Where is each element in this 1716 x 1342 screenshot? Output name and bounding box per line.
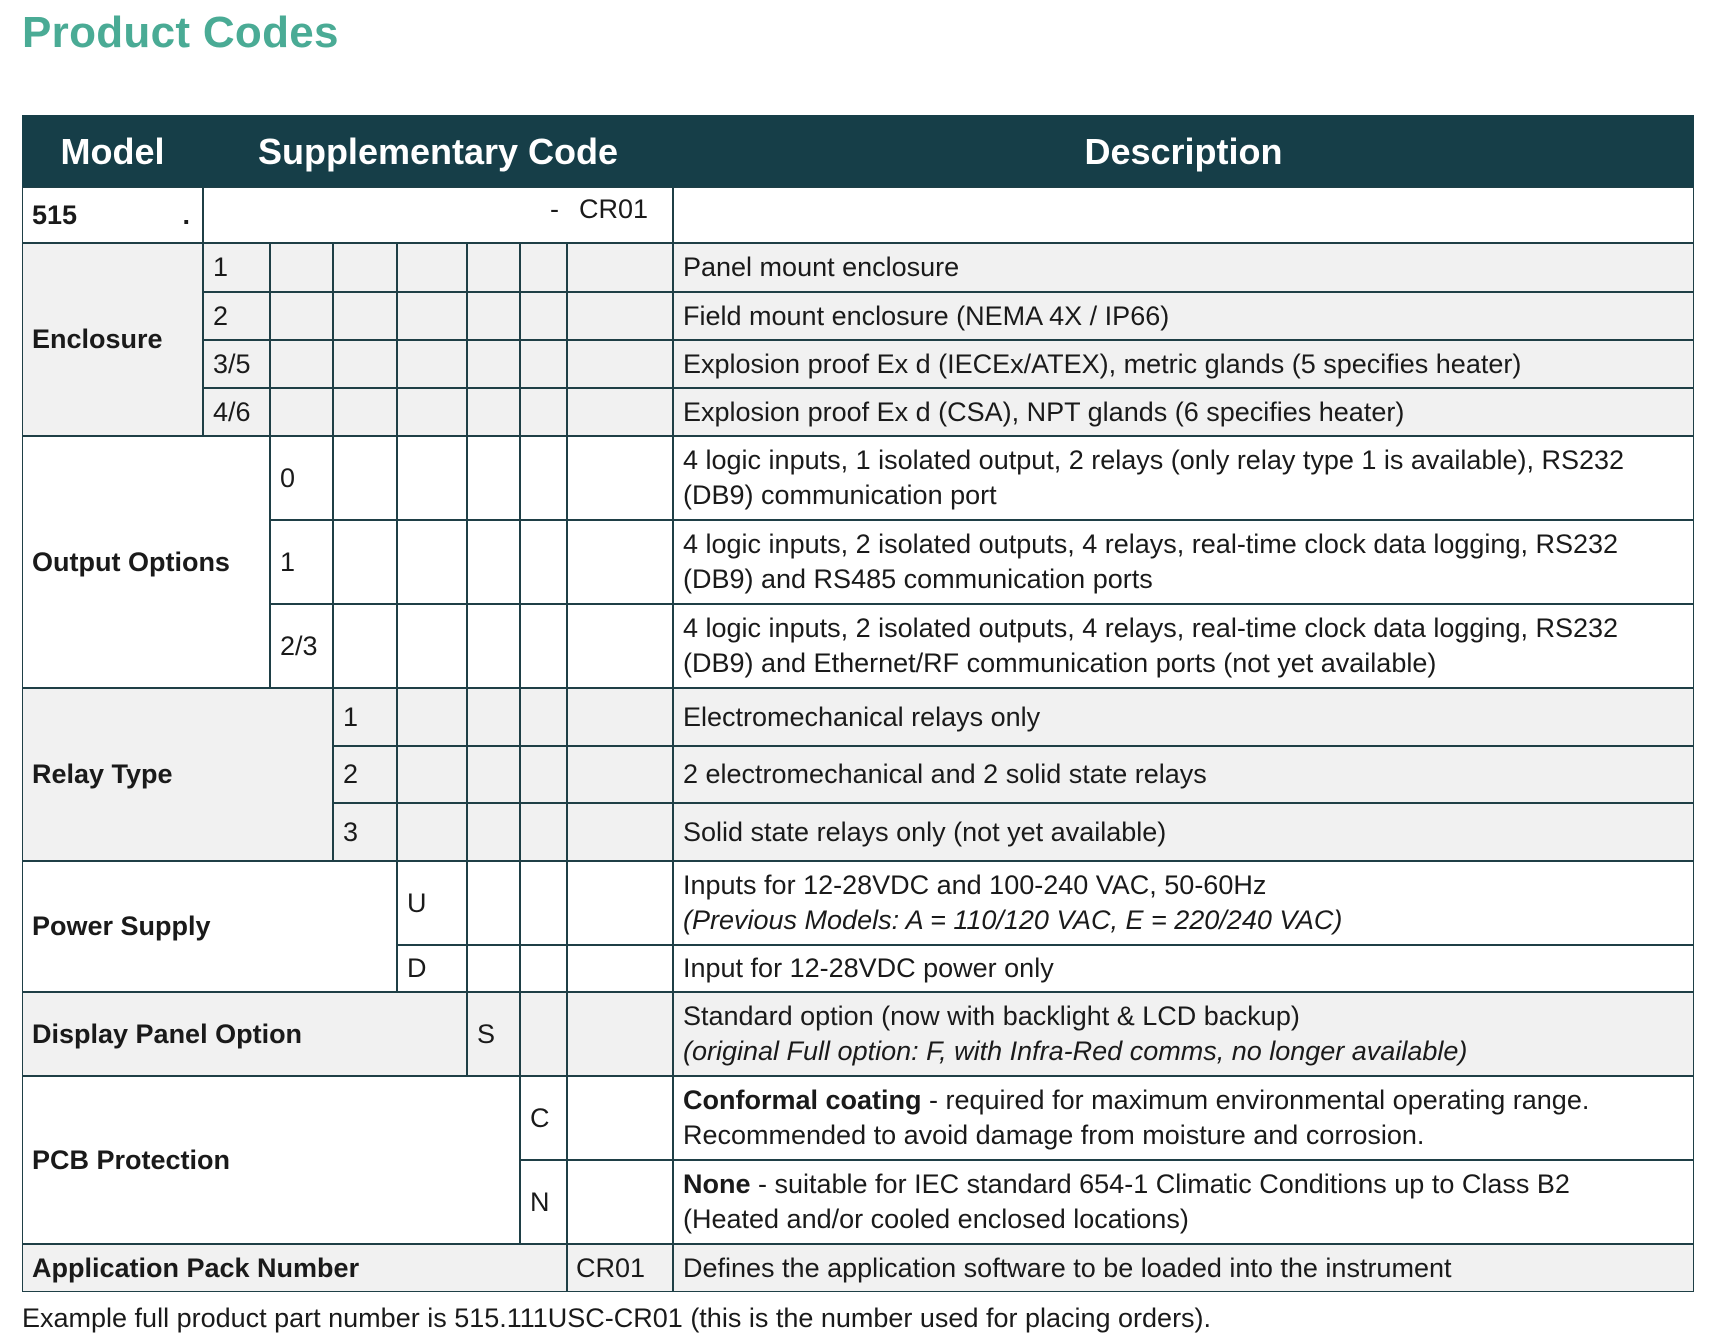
option-code-text: 3 bbox=[343, 816, 359, 847]
option-code bbox=[333, 746, 397, 803]
model-description-cell bbox=[673, 187, 1694, 243]
group-label-output-options bbox=[22, 436, 270, 688]
header-supplementary-code-text: Supplementary Code bbox=[257, 130, 619, 172]
group-label-output-options-text: Output Options bbox=[32, 546, 230, 577]
description-line: 4 logic inputs, 1 isolated output, 2 relays (only relay type 1 is available), RS232 bbox=[683, 445, 1625, 475]
option-code bbox=[203, 292, 270, 340]
empty-code-slot bbox=[333, 292, 397, 340]
description-line: (DB9) communication port bbox=[683, 480, 997, 510]
empty-code-slot bbox=[467, 292, 520, 340]
header-description-text: Description bbox=[1084, 130, 1283, 172]
empty-code-slot bbox=[520, 604, 567, 688]
header-model bbox=[22, 115, 203, 187]
description-lead: Conformal coating bbox=[683, 1085, 922, 1115]
group-label-application-pack-number bbox=[22, 1244, 567, 1292]
group-label-pcb-protection bbox=[22, 1076, 520, 1244]
empty-code-slot bbox=[567, 520, 673, 604]
empty-code-slot bbox=[397, 243, 467, 292]
option-code bbox=[467, 992, 520, 1076]
option-code bbox=[397, 861, 467, 945]
option-code bbox=[270, 604, 333, 688]
empty-code-slot bbox=[467, 436, 520, 520]
option-code-text: CR01 bbox=[576, 1252, 646, 1283]
description-lead: None bbox=[683, 1169, 751, 1199]
empty-code-slot bbox=[397, 746, 467, 803]
model-number: 515 bbox=[32, 199, 78, 230]
group-label-display-panel-option bbox=[22, 992, 467, 1076]
empty-code-slot bbox=[333, 340, 397, 388]
model-dash: - bbox=[549, 194, 559, 224]
description-line: Field mount enclosure (NEMA 4X / IP66) bbox=[683, 300, 1170, 331]
option-code-text: 3/5 bbox=[213, 348, 251, 379]
option-description bbox=[673, 746, 1694, 803]
empty-code-slot bbox=[397, 604, 467, 688]
empty-code-slot bbox=[397, 340, 467, 388]
empty-code-slot bbox=[333, 436, 397, 520]
empty-code-slot bbox=[467, 604, 520, 688]
description-line: Conformal coating - required for maximum environmental operating range. bbox=[683, 1085, 1590, 1115]
description-line: Electromechanical relays only bbox=[683, 701, 1041, 732]
option-code-text: 1 bbox=[280, 546, 296, 577]
option-description bbox=[673, 340, 1694, 388]
empty-code-slot bbox=[270, 340, 333, 388]
option-code-text: D bbox=[407, 953, 427, 983]
empty-code-slot bbox=[467, 945, 520, 992]
option-description bbox=[673, 803, 1694, 861]
description-line: 4 logic inputs, 2 isolated outputs, 4 relays, real-time clock data logging, RS232 bbox=[683, 613, 1619, 643]
empty-code-slot bbox=[567, 388, 673, 436]
empty-code-slot bbox=[333, 520, 397, 604]
group-label-power-supply bbox=[22, 861, 397, 992]
option-description bbox=[673, 1076, 1694, 1160]
empty-code-slot bbox=[567, 1160, 673, 1244]
description-line: Inputs for 12-28VDC and 100-240 VAC, 50-60Hz bbox=[683, 870, 1267, 900]
option-code bbox=[203, 340, 270, 388]
description-line: Input for 12-28VDC power only bbox=[683, 953, 1054, 983]
option-description bbox=[673, 292, 1694, 340]
empty-code-slot bbox=[567, 992, 673, 1076]
empty-code-slot bbox=[520, 861, 567, 945]
description-note: (original Full option: F, with Infra-Red comms, no longer available) bbox=[683, 1036, 1468, 1066]
option-code bbox=[203, 243, 270, 292]
empty-code-slot bbox=[520, 243, 567, 292]
group-label-power-supply-text: Power Supply bbox=[32, 911, 211, 941]
group-label-pcb-protection-text: PCB Protection bbox=[32, 1144, 231, 1175]
group-label-relay-type-text: Relay Type bbox=[32, 759, 173, 789]
option-code bbox=[520, 1076, 567, 1160]
description-line: 2 electromechanical and 2 solid state relays bbox=[683, 759, 1207, 789]
empty-code-slot bbox=[520, 688, 567, 746]
option-code bbox=[270, 520, 333, 604]
option-description bbox=[673, 1244, 1694, 1292]
model-suffix-cell bbox=[203, 187, 673, 243]
empty-code-slot bbox=[520, 746, 567, 803]
empty-code-slot bbox=[567, 243, 673, 292]
option-description bbox=[673, 861, 1694, 945]
option-code bbox=[270, 436, 333, 520]
description-line: Solid state relays only (not yet available) bbox=[683, 816, 1167, 847]
empty-code-slot bbox=[520, 292, 567, 340]
page-title: Product Codes bbox=[22, 8, 339, 57]
option-code-text: 2/3 bbox=[280, 630, 318, 661]
option-description bbox=[673, 388, 1694, 436]
option-description bbox=[673, 604, 1694, 688]
empty-code-slot bbox=[520, 340, 567, 388]
empty-code-slot bbox=[520, 992, 567, 1076]
option-code-text: 4/6 bbox=[213, 396, 251, 427]
option-code-text: C bbox=[530, 1102, 550, 1133]
option-code-text: 1 bbox=[213, 252, 229, 282]
option-code-text: 0 bbox=[280, 462, 296, 493]
empty-code-slot bbox=[567, 436, 673, 520]
description-line: Explosion proof Ex d (CSA), NPT glands (6 specifies heater) bbox=[683, 396, 1405, 427]
empty-code-slot bbox=[520, 436, 567, 520]
option-code bbox=[567, 1244, 673, 1292]
empty-code-slot bbox=[567, 340, 673, 388]
description-line: 4 logic inputs, 2 isolated outputs, 4 relays, real-time clock data logging, RS232 bbox=[683, 529, 1619, 559]
group-label-application-pack-number-text: Application Pack Number bbox=[32, 1252, 360, 1283]
empty-code-slot bbox=[520, 520, 567, 604]
empty-code-slot bbox=[397, 388, 467, 436]
empty-code-slot bbox=[467, 861, 520, 945]
description-line: Explosion proof Ex d (IECEx/ATEX), metric glands (5 specifies heater) bbox=[683, 348, 1522, 379]
group-label-enclosure bbox=[22, 243, 203, 436]
option-code-text: 2 bbox=[213, 300, 229, 331]
description-line: (DB9) and RS485 communication ports bbox=[683, 564, 1153, 594]
option-code bbox=[520, 1160, 567, 1244]
empty-code-slot bbox=[567, 803, 673, 861]
option-code bbox=[397, 945, 467, 992]
option-code-text: 1 bbox=[343, 701, 359, 732]
empty-code-slot bbox=[467, 520, 520, 604]
empty-code-slot bbox=[467, 243, 520, 292]
empty-code-slot bbox=[397, 436, 467, 520]
description-line: None - suitable for IEC standard 654-1 Climatic Conditions up to Class B2 bbox=[683, 1169, 1570, 1199]
option-code-text: 2 bbox=[343, 759, 359, 789]
option-description bbox=[673, 520, 1694, 604]
empty-code-slot bbox=[467, 340, 520, 388]
group-label-enclosure-text: Enclosure bbox=[32, 324, 163, 354]
description-line: (DB9) and Ethernet/RF communication ports (not yet available) bbox=[683, 648, 1437, 678]
description-line: Panel mount enclosure bbox=[683, 252, 960, 282]
header-supplementary-code bbox=[203, 115, 673, 187]
empty-code-slot bbox=[567, 945, 673, 992]
empty-code-slot bbox=[467, 688, 520, 746]
empty-code-slot bbox=[270, 292, 333, 340]
option-code bbox=[333, 688, 397, 746]
empty-code-slot bbox=[567, 1076, 673, 1160]
option-description bbox=[673, 243, 1694, 292]
empty-code-slot bbox=[333, 243, 397, 292]
description-line: (Heated and/or cooled enclosed locations) bbox=[683, 1204, 1189, 1234]
empty-code-slot bbox=[567, 604, 673, 688]
header-model-text: Model bbox=[60, 130, 165, 172]
option-description bbox=[673, 945, 1694, 992]
model-dot: . bbox=[182, 199, 190, 230]
description-line: Recommended to avoid damage from moisture and corrosion. bbox=[683, 1120, 1425, 1150]
option-code bbox=[333, 803, 397, 861]
description-note: (Previous Models: A = 110/120 VAC, E = 220/240 VAC) bbox=[683, 905, 1343, 935]
empty-code-slot bbox=[397, 803, 467, 861]
empty-code-slot bbox=[520, 388, 567, 436]
empty-code-slot bbox=[567, 861, 673, 945]
empty-code-slot bbox=[397, 688, 467, 746]
description-line: Defines the application software to be loaded into the instrument bbox=[683, 1252, 1452, 1283]
option-code-text: U bbox=[407, 887, 427, 918]
empty-code-slot bbox=[520, 945, 567, 992]
empty-code-slot bbox=[567, 688, 673, 746]
model-app-code: CR01 bbox=[578, 194, 648, 224]
empty-code-slot bbox=[467, 746, 520, 803]
example-part-number-note: Example full product part number is 515.111USC-CR01 (this is the number used for placing orders). bbox=[22, 1303, 1212, 1333]
empty-code-slot bbox=[520, 803, 567, 861]
empty-code-slot bbox=[467, 803, 520, 861]
option-code bbox=[203, 388, 270, 436]
empty-code-slot bbox=[333, 388, 397, 436]
option-description bbox=[673, 436, 1694, 520]
empty-code-slot bbox=[567, 292, 673, 340]
empty-code-slot bbox=[397, 520, 467, 604]
option-code-text: N bbox=[530, 1186, 550, 1217]
empty-code-slot bbox=[270, 243, 333, 292]
empty-code-slot bbox=[567, 746, 673, 803]
option-description bbox=[673, 688, 1694, 746]
option-description bbox=[673, 1160, 1694, 1244]
empty-code-slot bbox=[467, 388, 520, 436]
empty-code-slot bbox=[270, 388, 333, 436]
option-code-text: S bbox=[477, 1018, 496, 1049]
group-label-display-panel-option-text: Display Panel Option bbox=[32, 1018, 303, 1049]
header-description bbox=[673, 115, 1694, 187]
model-number-cell bbox=[22, 187, 203, 243]
empty-code-slot bbox=[397, 292, 467, 340]
option-description bbox=[673, 992, 1694, 1076]
group-label-relay-type bbox=[22, 688, 333, 861]
empty-code-slot bbox=[333, 604, 397, 688]
description-line: Standard option (now with backlight & LCD backup) bbox=[683, 1001, 1300, 1031]
